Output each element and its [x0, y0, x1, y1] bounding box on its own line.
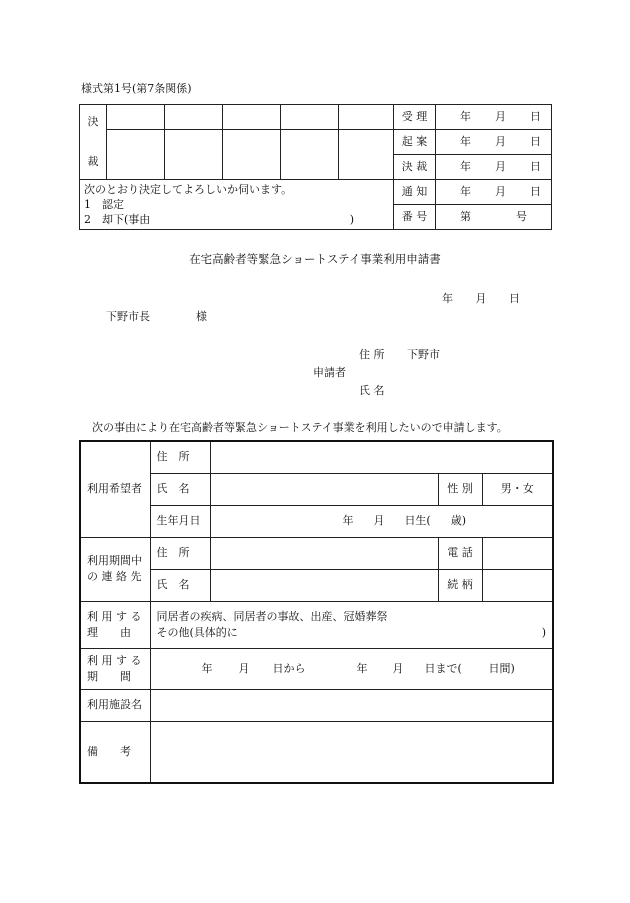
stamp-cell[interactable]	[107, 130, 165, 180]
side-label-decision: 決 裁	[394, 155, 436, 180]
user-birth-label: 生年月日	[150, 505, 210, 537]
stamp-cell[interactable]	[223, 130, 281, 180]
contact-phone-label: 電 話	[438, 537, 482, 569]
stamp-cell[interactable]	[339, 105, 394, 130]
stamp-cell[interactable]	[339, 130, 394, 180]
period-section-label: 利 用 す る 期 間	[80, 648, 150, 689]
document-title: 在宅高齢者等緊急ショートステイ事業利用申請書	[189, 252, 441, 266]
reason-line-2: その他(具体的に )	[156, 625, 546, 639]
stamp-cell[interactable]	[281, 130, 339, 180]
contact-address-label: 住 所	[150, 537, 210, 569]
applicant-address-label: 住 所	[359, 348, 385, 361]
stamp-cell[interactable]	[107, 105, 165, 130]
remarks-label: 備 考	[80, 721, 150, 783]
side-date-draft[interactable]: 年 月 日	[436, 130, 552, 155]
approval-table	[79, 104, 552, 230]
facility-field[interactable]	[150, 689, 553, 721]
contact-phone-field[interactable]	[482, 537, 553, 569]
user-name-field[interactable]	[210, 473, 438, 505]
user-sex-label: 性 別	[438, 473, 482, 505]
applicant-label: 申請者	[313, 366, 346, 379]
applicant-name-label: 氏 名	[359, 384, 385, 397]
request-text: 次のとおり決定してよろしいか伺います。	[84, 183, 293, 196]
approval-request	[80, 180, 394, 230]
stamp-cell[interactable]	[165, 130, 223, 180]
stamp-cell[interactable]	[165, 105, 223, 130]
reason-line-1: 同居者の疾病、同居者の事故、出産、冠婚葬祭	[156, 609, 388, 623]
user-name-label: 氏 名	[150, 473, 210, 505]
addressee: 下野市長	[106, 310, 150, 323]
contact-relation-field[interactable]	[482, 569, 553, 601]
reason-section-label: 利 用 す る 理 由	[80, 601, 150, 648]
side-label-number: 番 号	[394, 205, 436, 230]
period-field[interactable]: 年 月 日から 年 月 日まで( 日間)	[150, 648, 553, 689]
user-address-field[interactable]	[210, 441, 553, 473]
contact-section-label: 利用期間中 の 連 絡 先	[80, 537, 150, 601]
user-sex-options[interactable]: 男・女	[482, 473, 553, 505]
side-label-draft: 起 案	[394, 130, 436, 155]
contact-name-field[interactable]	[210, 569, 438, 601]
side-date-decision[interactable]: 年 月 日	[436, 155, 552, 180]
addressee-suffix: 様	[196, 310, 207, 323]
user-birth-field[interactable]: 年 月 日生( 歳)	[210, 505, 553, 537]
option-approve: 1 認定	[84, 198, 124, 211]
facility-label: 利用施設名	[80, 689, 150, 721]
user-section-label: 利用希望者	[80, 441, 150, 537]
approval-stamp-label: 決 裁	[80, 105, 107, 180]
applicant-address-value: 下野市	[407, 348, 440, 361]
contact-name-label: 氏 名	[150, 569, 210, 601]
application-date[interactable]: 年 月 日	[442, 292, 520, 305]
side-date-notice[interactable]: 年 月 日	[436, 180, 552, 205]
side-date-receipt[interactable]: 年 月 日	[436, 105, 552, 130]
user-address-label: 住 所	[150, 441, 210, 473]
remarks-field[interactable]	[150, 721, 553, 783]
side-label-notice: 通 知	[394, 180, 436, 205]
option-reject: 2 却下(事由 )	[84, 213, 354, 226]
reason-field[interactable]	[150, 601, 553, 648]
side-label-receipt: 受 理	[394, 105, 436, 130]
application-table	[79, 440, 554, 784]
intro-text: 次の事由により在宅高齢者等緊急ショートステイ事業を利用したいので申請します。	[92, 421, 508, 434]
contact-relation-label: 続 柄	[438, 569, 482, 601]
stamp-cell[interactable]	[281, 105, 339, 130]
stamp-cell[interactable]	[223, 105, 281, 130]
side-number[interactable]: 第 号	[436, 205, 552, 230]
form-number: 様式第1号(第7条関係)	[81, 82, 192, 95]
contact-address-field[interactable]	[210, 537, 438, 569]
